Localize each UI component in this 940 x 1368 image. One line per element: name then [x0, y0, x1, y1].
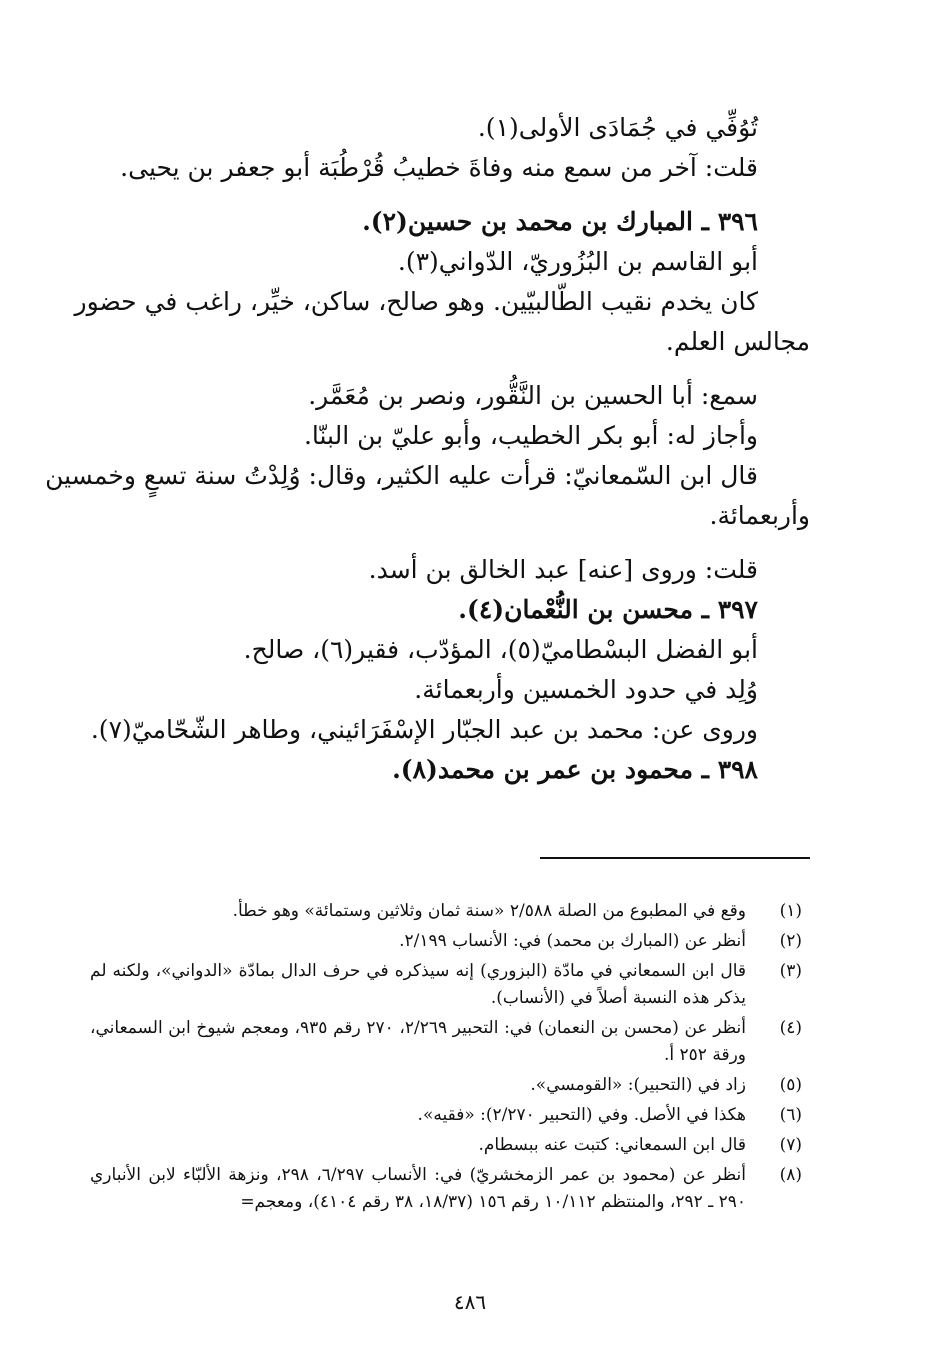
footnote-number: (٦): [779, 1105, 802, 1125]
text-line: وأربعمائة.: [709, 501, 810, 530]
footnote-text: هكذا في الأصل. وفي (التحبير ٢/٢٧٠): «فقيه».: [417, 1105, 746, 1125]
footnote-number: (٢): [779, 931, 802, 951]
text-line: سمع: أبا الحسين بن النَّقُّور، ونصر بن مُعَمَّر.: [308, 381, 758, 410]
text-line: وأجاز له: أبو بكر الخطيب، وأبو عليّ بن البنّا.: [303, 421, 758, 450]
footnote: [90, 1015, 810, 1069]
footnote-text: زاد في (التحبير): «القومسي».: [530, 1075, 746, 1095]
footnote-number: (٤): [779, 1018, 802, 1038]
footnote-number: (٣): [779, 961, 802, 981]
entry-heading: ٣٩٨ ـ محمود بن عمر بن محمد(٨).: [392, 755, 758, 784]
main-text: [45, 108, 810, 790]
footnote: [90, 1162, 810, 1216]
entry-heading: ٣٩٧ ـ محسن بن النُّعْمان(٤).: [458, 595, 758, 624]
footnote: [90, 928, 810, 955]
text-line: وُلِد في حدود الخمسين وأربعمائة.: [414, 675, 758, 704]
footnote-number: (٨): [779, 1165, 802, 1185]
text-line: تُوُفِّي في جُمَادَى الأولى(١).: [477, 113, 758, 142]
footnote-text: قال ابن السمعاني في مادّة (البزوري) إنه سيذكره في حرف الدال بمادّة «الدواني»، ولكنه لم يذكر هذه النسبة أصلاً في (الأنساب).: [90, 961, 746, 1008]
text-line: أبو الفضل البسْطاميّ(٥)، المؤدّب، فقير(٦)، صالح.: [243, 635, 758, 664]
footnote: [90, 1072, 810, 1099]
text-line: قال ابن السّمعانيّ: قرأت عليه الكثير، وقال: وُلِدْتُ سنة تسعٍ وخمسين: [45, 461, 758, 490]
text-line: وروى عن: محمد بن عبد الجبّار الإسْفَرَائيني، وطاهر الشّحّاميّ(٧).: [90, 715, 758, 744]
text-line: مجالس العلم.: [665, 327, 810, 356]
footnote: [90, 1132, 810, 1159]
footnote: [90, 958, 810, 1012]
entry-heading: ٣٩٦ ـ المبارك بن محمد بن حسين(٢).: [362, 207, 758, 236]
footnotes: [90, 898, 810, 1219]
footnote: [90, 898, 810, 925]
footnote-text: أنظر عن (محسن بن النعمان) في: التحبير ٢/٢٦٩، ٢٧٠ رقم ٩٣٥، ومعجم شيوخ ابن السمعاني، ورقة ٢٥٢ أ.: [90, 1018, 746, 1065]
footnote-number: (٧): [779, 1135, 802, 1155]
footnote: [90, 1102, 810, 1129]
text-line: قلت: وروى [عنه] عبد الخالق بن أسد.: [368, 555, 758, 584]
footnote-number: (١): [779, 901, 802, 921]
footnote-text: وقع في المطبوع من الصلة ٢/٥٨٨ «سنة ثمان وثلاثين وستمائة» وهو خطأ.: [232, 901, 746, 921]
page-number: ٤٨٦: [453, 1290, 487, 1314]
text-line: أبو القاسم بن البُزُوريّ، الدّواني(٣).: [397, 247, 758, 276]
text-line: قلت: آخر من سمع منه وفاةَ خطيبُ قُرْطُبَة أبو جعفر بن يحيى.: [120, 153, 758, 182]
footnote-number: (٥): [779, 1075, 802, 1095]
text-line: كان يخدم نقيب الطّالبيّين. وهو صالح، ساكن، خيِّر، راغب في حضور: [74, 287, 758, 316]
footnote-divider: [540, 857, 810, 859]
footnote-text: قال ابن السمعاني: كتبت عنه ببسطام.: [478, 1135, 746, 1155]
footnote-text: أنظر عن (المبارك بن محمد) في: الأنساب ٢/١٩٩.: [399, 931, 746, 951]
footnote-text: أنظر عن (محمود بن عمر الزمخشريّ) في: الأنساب ٦/٢٩٧، ٢٩٨، ونزهة الألبّاء لابن الأنباري ٢٩٠ ـ ٢٩٢، والمنتظم ١٠/١١٢ رقم ١٥٦ (١٨/٣٧، ٣٨ رقم ٤١٠٤)، ومعجم=: [90, 1165, 746, 1212]
